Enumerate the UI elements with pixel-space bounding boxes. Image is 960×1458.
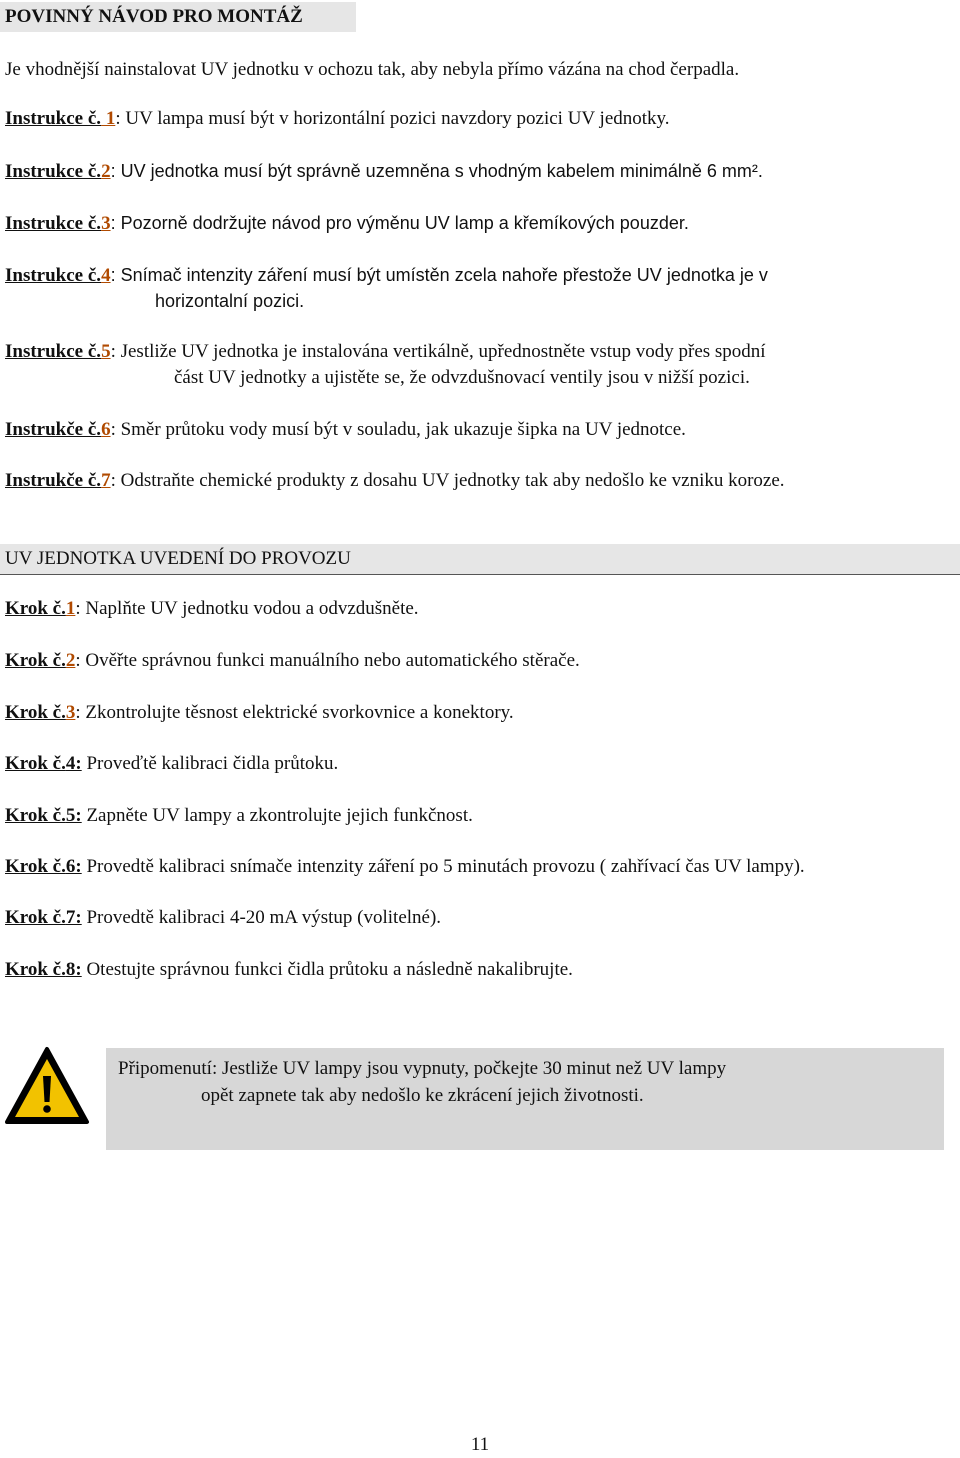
step-text: : Ověřte správnou funkci manuálního nebo automatického stěrače.	[75, 650, 580, 671]
instruction-number: 4	[101, 265, 111, 286]
instruction-2	[5, 158, 955, 185]
page-number: 11	[470, 1434, 490, 1455]
instruction-label: Instrukče č.	[5, 419, 102, 440]
instruction-label: Instrukce č.	[5, 213, 102, 234]
step-label: Krok č.	[5, 907, 66, 928]
instruction-text: : Pozorně dodržujte návod pro výměnu UV lamp a křemíkových pouzder.	[110, 213, 689, 233]
step-5	[5, 803, 955, 829]
instruction-number: 7	[101, 470, 111, 491]
instruction-text: : Snímač intenzity záření musí být umístěn zcela nahoře přestože UV jednotka je v	[110, 265, 768, 285]
step-2	[5, 648, 955, 674]
step-label: Krok č.	[5, 650, 66, 671]
instruction-label: Instrukce č.	[5, 341, 102, 362]
instruction-6	[5, 417, 955, 443]
step-text: : Zkontrolujte těsnost elektrické svorkovnice a konektory.	[75, 702, 514, 723]
instruction-label: Instrukče č.	[5, 470, 102, 491]
step-number: 2	[65, 650, 76, 671]
step-number: 6:	[65, 856, 82, 877]
step-number: 4:	[65, 753, 82, 774]
instruction-number: 6	[101, 419, 111, 440]
step-label: Krok č.	[5, 702, 66, 723]
step-1	[5, 596, 955, 622]
instruction-text: : UV jednotka musí být správně uzemněna s vhodným kabelem minimálně 6 mm².	[110, 161, 763, 181]
step-text: Provedtě kalibraci snímače intenzity záření po 5 minutách provozu ( zahřívací čas UV lampy).	[81, 856, 805, 877]
instruction-number: 2	[101, 161, 111, 182]
step-4	[5, 751, 955, 777]
instruction-4	[5, 262, 955, 289]
step-number: 8:	[65, 959, 82, 980]
step-7	[5, 905, 955, 931]
step-8	[5, 957, 955, 983]
warning-triangle-icon	[4, 1046, 90, 1126]
step-text: Zapněte UV lampy a zkontrolujte jejich funkčnost.	[81, 805, 473, 826]
instruction-number: 1	[101, 108, 116, 129]
instruction-number: 5	[101, 341, 111, 362]
instruction-5	[5, 339, 955, 365]
instruction-text: : Jestliže UV jednotka je instalována vertikálně, upřednostněte vstup vody přes spodní	[110, 341, 766, 362]
instruction-text: : UV lampa musí být v horizontální pozici navzdory pozici UV jednotky.	[115, 108, 670, 129]
step-6	[5, 854, 955, 880]
step-label: Krok č.	[5, 598, 66, 619]
step-3	[5, 700, 955, 726]
instruction-4-continuation: horizontalní pozici.	[155, 291, 305, 311]
step-text: Otestujte správnou funkci čidla průtoku a následně nakalibrujte.	[81, 959, 573, 980]
step-label: Krok č.	[5, 959, 66, 980]
instruction-number: 3	[101, 213, 111, 234]
section-title-startup: UV JEDNOTKA UVEDENÍ DO PROVOZU	[0, 544, 960, 575]
instruction-5-continuation: část UV jednotky a ujistěte se, že odvzdušnovací ventily jsou v nižší pozici.	[174, 367, 750, 388]
step-number: 3	[65, 702, 76, 723]
step-label: Krok č.	[5, 856, 66, 877]
reminder-line-2: opět zapnete tak aby nedošlo ke zkrácení jejich životnosti.	[201, 1085, 644, 1106]
reminder-line-1: Připomenutí: Jestliže UV lampy jsou vypnuty, počkejte 30 minut než UV lampy	[118, 1058, 727, 1079]
step-number: 5:	[65, 805, 82, 826]
step-text: Provedtě kalibraci 4-20 mA výstup (volitelné).	[81, 907, 442, 928]
step-label: Krok č.	[5, 805, 66, 826]
instruction-label: Instrukce č.	[5, 108, 102, 129]
step-text: Proveďtě kalibraci čidla průtoku.	[81, 753, 339, 774]
step-label: Krok č.	[5, 753, 66, 774]
step-number: 1	[65, 598, 76, 619]
instruction-1	[5, 106, 955, 132]
instruction-3	[5, 210, 955, 237]
step-text: : Naplňte UV jednotku vodou a odvzdušněte.	[75, 598, 419, 619]
section-title-mount: POVINNÝ NÁVOD PRO MONTÁŽ	[0, 2, 356, 32]
intro-text: Je vhodnější nainstalovat UV jednotku v ochozu tak, aby nebyla přímo vázána na chod čerpadla.	[5, 59, 740, 80]
instruction-7	[5, 468, 955, 494]
instruction-label: Instrukce č.	[5, 265, 102, 286]
instruction-text: : Odstraňte chemické produkty z dosahu UV jednotky tak aby nedošlo ke vzniku koroze.	[110, 470, 785, 491]
instruction-label: Instrukce č.	[5, 161, 102, 182]
instruction-text: : Směr průtoku vody musí být v souladu, jak ukazuje šipka na UV jednotce.	[110, 419, 686, 440]
reminder-note	[106, 1048, 944, 1150]
step-number: 7:	[65, 907, 82, 928]
